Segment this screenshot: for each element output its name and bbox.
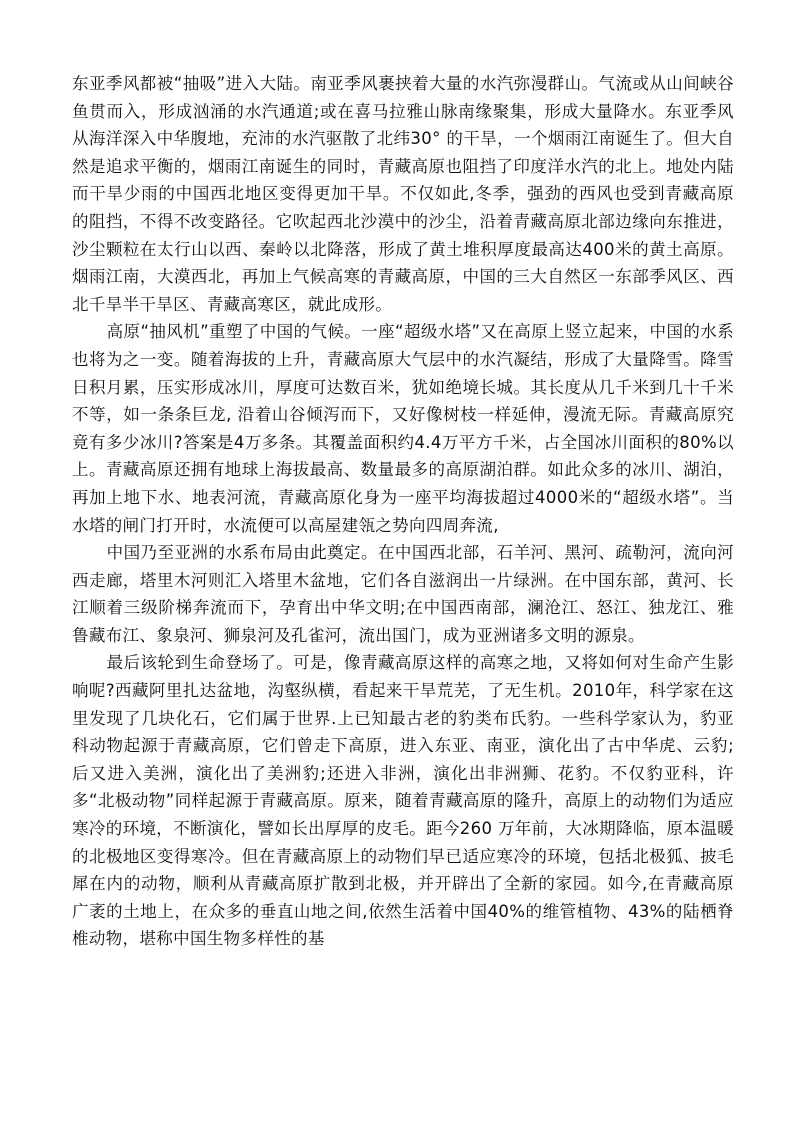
paragraph-3: 中国乃至亚洲的水系布局由此奠定。在中国西北部，石羊河、黑河、疏勒河，流向河西走廊，塔里木河则汇入塔里木盆地，它们各自滋润出一片绿洲。在中国东部，黄河、长江顺着三级阶梯奔流而下，孕育出中华文明;在中国西南部，澜沧江、怒江、独龙江、雅鲁藏布江、象泉河、狮泉河及孔雀河，流出国门，成为亚洲诸多文明的源泉。: [72, 543, 734, 645]
paragraph-4: 最后该轮到生命登场了。可是，像青藏高原这样的高寒之地，又将如何对生命产生影响呢?西藏阿里扎达盆地，沟壑纵横，看起来干旱荒芜，了无生机。2010年，科学家在这里发现了几块化石，它们属于世界.上已知最古老的豹类布氏豹。一些科学家认为，豹亚科动物起源于青藏高原，它们曾走下高原，进入东亚、南亚，演化出了古中华虎、云豹;后又进入美洲，演化出了美洲豹;还进入非洲，演化出非洲狮、花豹。不仅豹亚科，许多“北极动物”同样起源于青藏高原。原来，随着青藏高原的隆升，高原上的动物们为适应寒冷的环境，不断演化，譬如长出厚厚的皮毛。距今260 万年前，大冰期降临，原本温暖的北极地区变得寒冷。但在青藏高原上的动物们早已适应寒冷的环境，包括北极狐、披毛犀在内的动物，顺利从青藏高原扩散到北极，并开辟出了全新的家园。如今,在青藏高原广袤的土地上，在众多的垂直山地之间,依然生活着中国40%的维管植物、43%的陆栖脊椎动物，堪称中国生物多样性的基: [72, 653, 734, 949]
paragraph-1: 东亚季风都被“抽吸”进入大陆。南亚季风裹挟着大量的水汽弥漫群山。气流或从山间峡谷鱼贯而入，形成汹涌的水汽通道;或在喜马拉雅山脉南缘聚集，形成大量降水。东亚季风从海洋深入中华腹地，充沛的水汽驱散了北纬30° 的干旱，一个烟雨江南诞生了。但大自然是追求平衡的，烟雨江南诞生的同时，青藏高原也阻挡了印度洋水汽的北上。地处内陆而干旱少雨的中国西北地区变得更加干旱。不仅如此,冬季，强劲的西风也受到青藏高原的阻挡，不得不改变路径。它吹起西北沙漠中的沙尘，沿着青藏高原北部边缘向东推进，沙尘颗粒在太行山以西、秦岭以北降落，形成了黄土堆积厚度最高达400米的黄土高原。烟雨江南，大漠西北，再加上气候高寒的青藏高原，中国的三大自然区一东部季风区、西北千旱半干旱区、青藏高寒区，就此成形。: [72, 74, 734, 314]
paragraph-2: 高原“抽风机”重塑了中国的气候。一座“超级水塔”又在高原上竖立起来，中国的水系也将为之一变。随着海拔的上升，青藏高原大气层中的水汽凝结，形成了大量降雪。降雪日积月累，压实形成冰川，厚度可达数百米，犹如绝境长城。其长度从几千米到几十千米不等，如一条条巨龙, 沿着山谷倾泻而下，又好像树枝一样延伸，漫流无际。青藏高原究竟有多少冰川?答案是4万多条。其覆盖面积约4.4万平方千米，占全国冰川面积的80%以上。青藏高原还拥有地球上海拔最高、数量最多的高原湖泊群。如此众多的冰川、湖泊，再加上地下水、地表河流，青藏高原化身为一座平均海拔超过4000米的“超级水塔”。当水塔的闸门打开时，水流便可以高屋建瓴之势向四周奔流,: [72, 322, 734, 535]
